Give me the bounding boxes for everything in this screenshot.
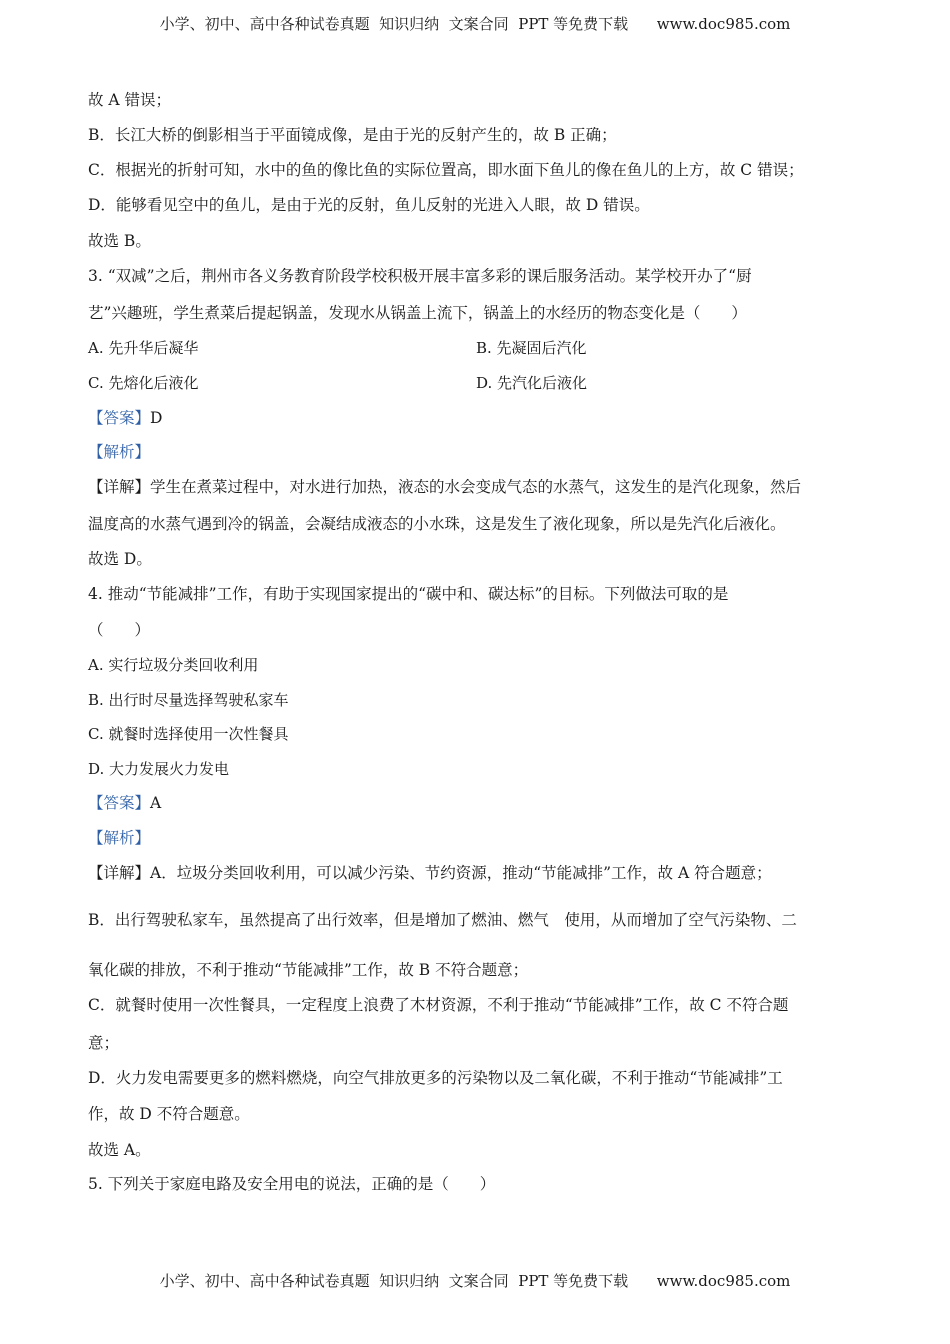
answer-tag: 【答案】 bbox=[88, 409, 151, 427]
page-header: 小学、初中、高中各种试卷真题 知识归纳 文案合同 PPT 等免费下载 www.doc985.com bbox=[159, 15, 791, 33]
q4-option-a: A. 实行垃圾分类回收利用 bbox=[88, 656, 259, 674]
q4-detail-line: B．出行驾驶私家车，虽然提高了出行效率，但是增加了燃油、燃气 使用，从而增加了空气污染物、二 bbox=[88, 911, 797, 929]
q3-detail bbox=[88, 477, 801, 497]
q2-text-line: B．长江大桥的倒影相当于平面镜成像，是由于光的反射产生的，故 B 正确； bbox=[88, 126, 617, 144]
q3-answer bbox=[88, 408, 162, 428]
q4-detail-line: 意； bbox=[88, 1034, 120, 1052]
q4-answer bbox=[88, 793, 161, 813]
detail-text: A．垃圾分类回收利用，可以减少污染、节约资源，推动“节能减排”工作，故 A 符合题意； bbox=[150, 864, 772, 882]
q4-option-b: B. 出行时尽量选择驾驶私家车 bbox=[88, 691, 289, 709]
q4-stem: 4. 推动“节能减排”工作，有助于实现国家提出的“碳中和、碳达标”的目标。下列做法可取的是 bbox=[88, 585, 729, 603]
q4-detail-line: 氧化碳的排放，不利于推动“节能减排”工作，故 B 不符合题意； bbox=[88, 961, 529, 979]
q5-stem: 5. 下列关于家庭电路及安全用电的说法，正确的是（ ） bbox=[88, 1175, 496, 1193]
q4-detail-line: D．火力发电需要更多的燃料燃烧，向空气排放更多的污染物以及二氧化碳，不利于推动“节能减排”工 bbox=[88, 1069, 783, 1087]
q4-detail-line: 作，故 D 不符合题意。 bbox=[88, 1105, 250, 1123]
answer-value: D bbox=[150, 409, 163, 427]
q3-option-c: C. 先熔化后液化 bbox=[88, 374, 199, 392]
detail-text: 学生在煮菜过程中，对水进行加热，液态的水会变成气态的水蒸气，这发生的是汽化现象，然后 bbox=[150, 478, 802, 496]
detail-tag: 【详解】 bbox=[88, 864, 151, 882]
q3-option-d: D. 先汽化后液化 bbox=[476, 374, 588, 392]
q3-option-b: B. 先凝固后汽化 bbox=[476, 339, 587, 357]
q3-stem: 3. “双减”之后，荆州市各义务教育阶段学校积极开展丰富多彩的课后服务活动。某学校开办了“厨 bbox=[88, 267, 752, 285]
q4-conclusion: 故选 A。 bbox=[88, 1141, 151, 1159]
q2-text-line: C．根据光的折射可知，水中的鱼的像比鱼的实际位置高，即水面下鱼儿的像在鱼儿的上方，故 C 错误； bbox=[88, 161, 804, 179]
q2-text-line: 故 A 错误； bbox=[88, 91, 172, 109]
q3-detail-line: 温度高的水蒸气遇到冷的锅盖，会凝结成液态的小水珠，这是发生了液化现象，所以是先汽化后液化。 bbox=[88, 515, 786, 533]
q3-analysis-tag: 【解析】 bbox=[88, 443, 151, 461]
q4-option-d: D. 大力发展火力发电 bbox=[88, 760, 230, 778]
page-footer: 小学、初中、高中各种试卷真题 知识归纳 文案合同 PPT 等免费下载 www.doc985.com bbox=[159, 1272, 791, 1290]
q3-stem: 艺”兴趣班，学生煮菜后提起锅盖，发现水从锅盖上流下，锅盖上的水经历的物态变化是（ ） bbox=[88, 304, 747, 322]
detail-tag: 【详解】 bbox=[88, 478, 151, 496]
q2-text-line: D．能够看见空中的鱼儿，是由于光的反射，鱼儿反射的光进入人眼，故 D 错误。 bbox=[88, 196, 650, 214]
q4-detail bbox=[88, 863, 772, 883]
q3-conclusion: 故选 D。 bbox=[88, 550, 152, 568]
q4-stem: （ ） bbox=[88, 621, 151, 639]
q2-conclusion: 故选 B。 bbox=[88, 232, 151, 250]
answer-tag: 【答案】 bbox=[88, 794, 151, 812]
q4-analysis-tag: 【解析】 bbox=[88, 829, 151, 847]
answer-value: A bbox=[150, 794, 162, 812]
q4-detail-line: C．就餐时使用一次性餐具，一定程度上浪费了木材资源，不利于推动“节能减排”工作，故 C 不符合题 bbox=[88, 996, 789, 1014]
q3-option-a: A. 先升华后凝华 bbox=[88, 339, 199, 357]
q4-option-c: C. 就餐时选择使用一次性餐具 bbox=[88, 725, 289, 743]
